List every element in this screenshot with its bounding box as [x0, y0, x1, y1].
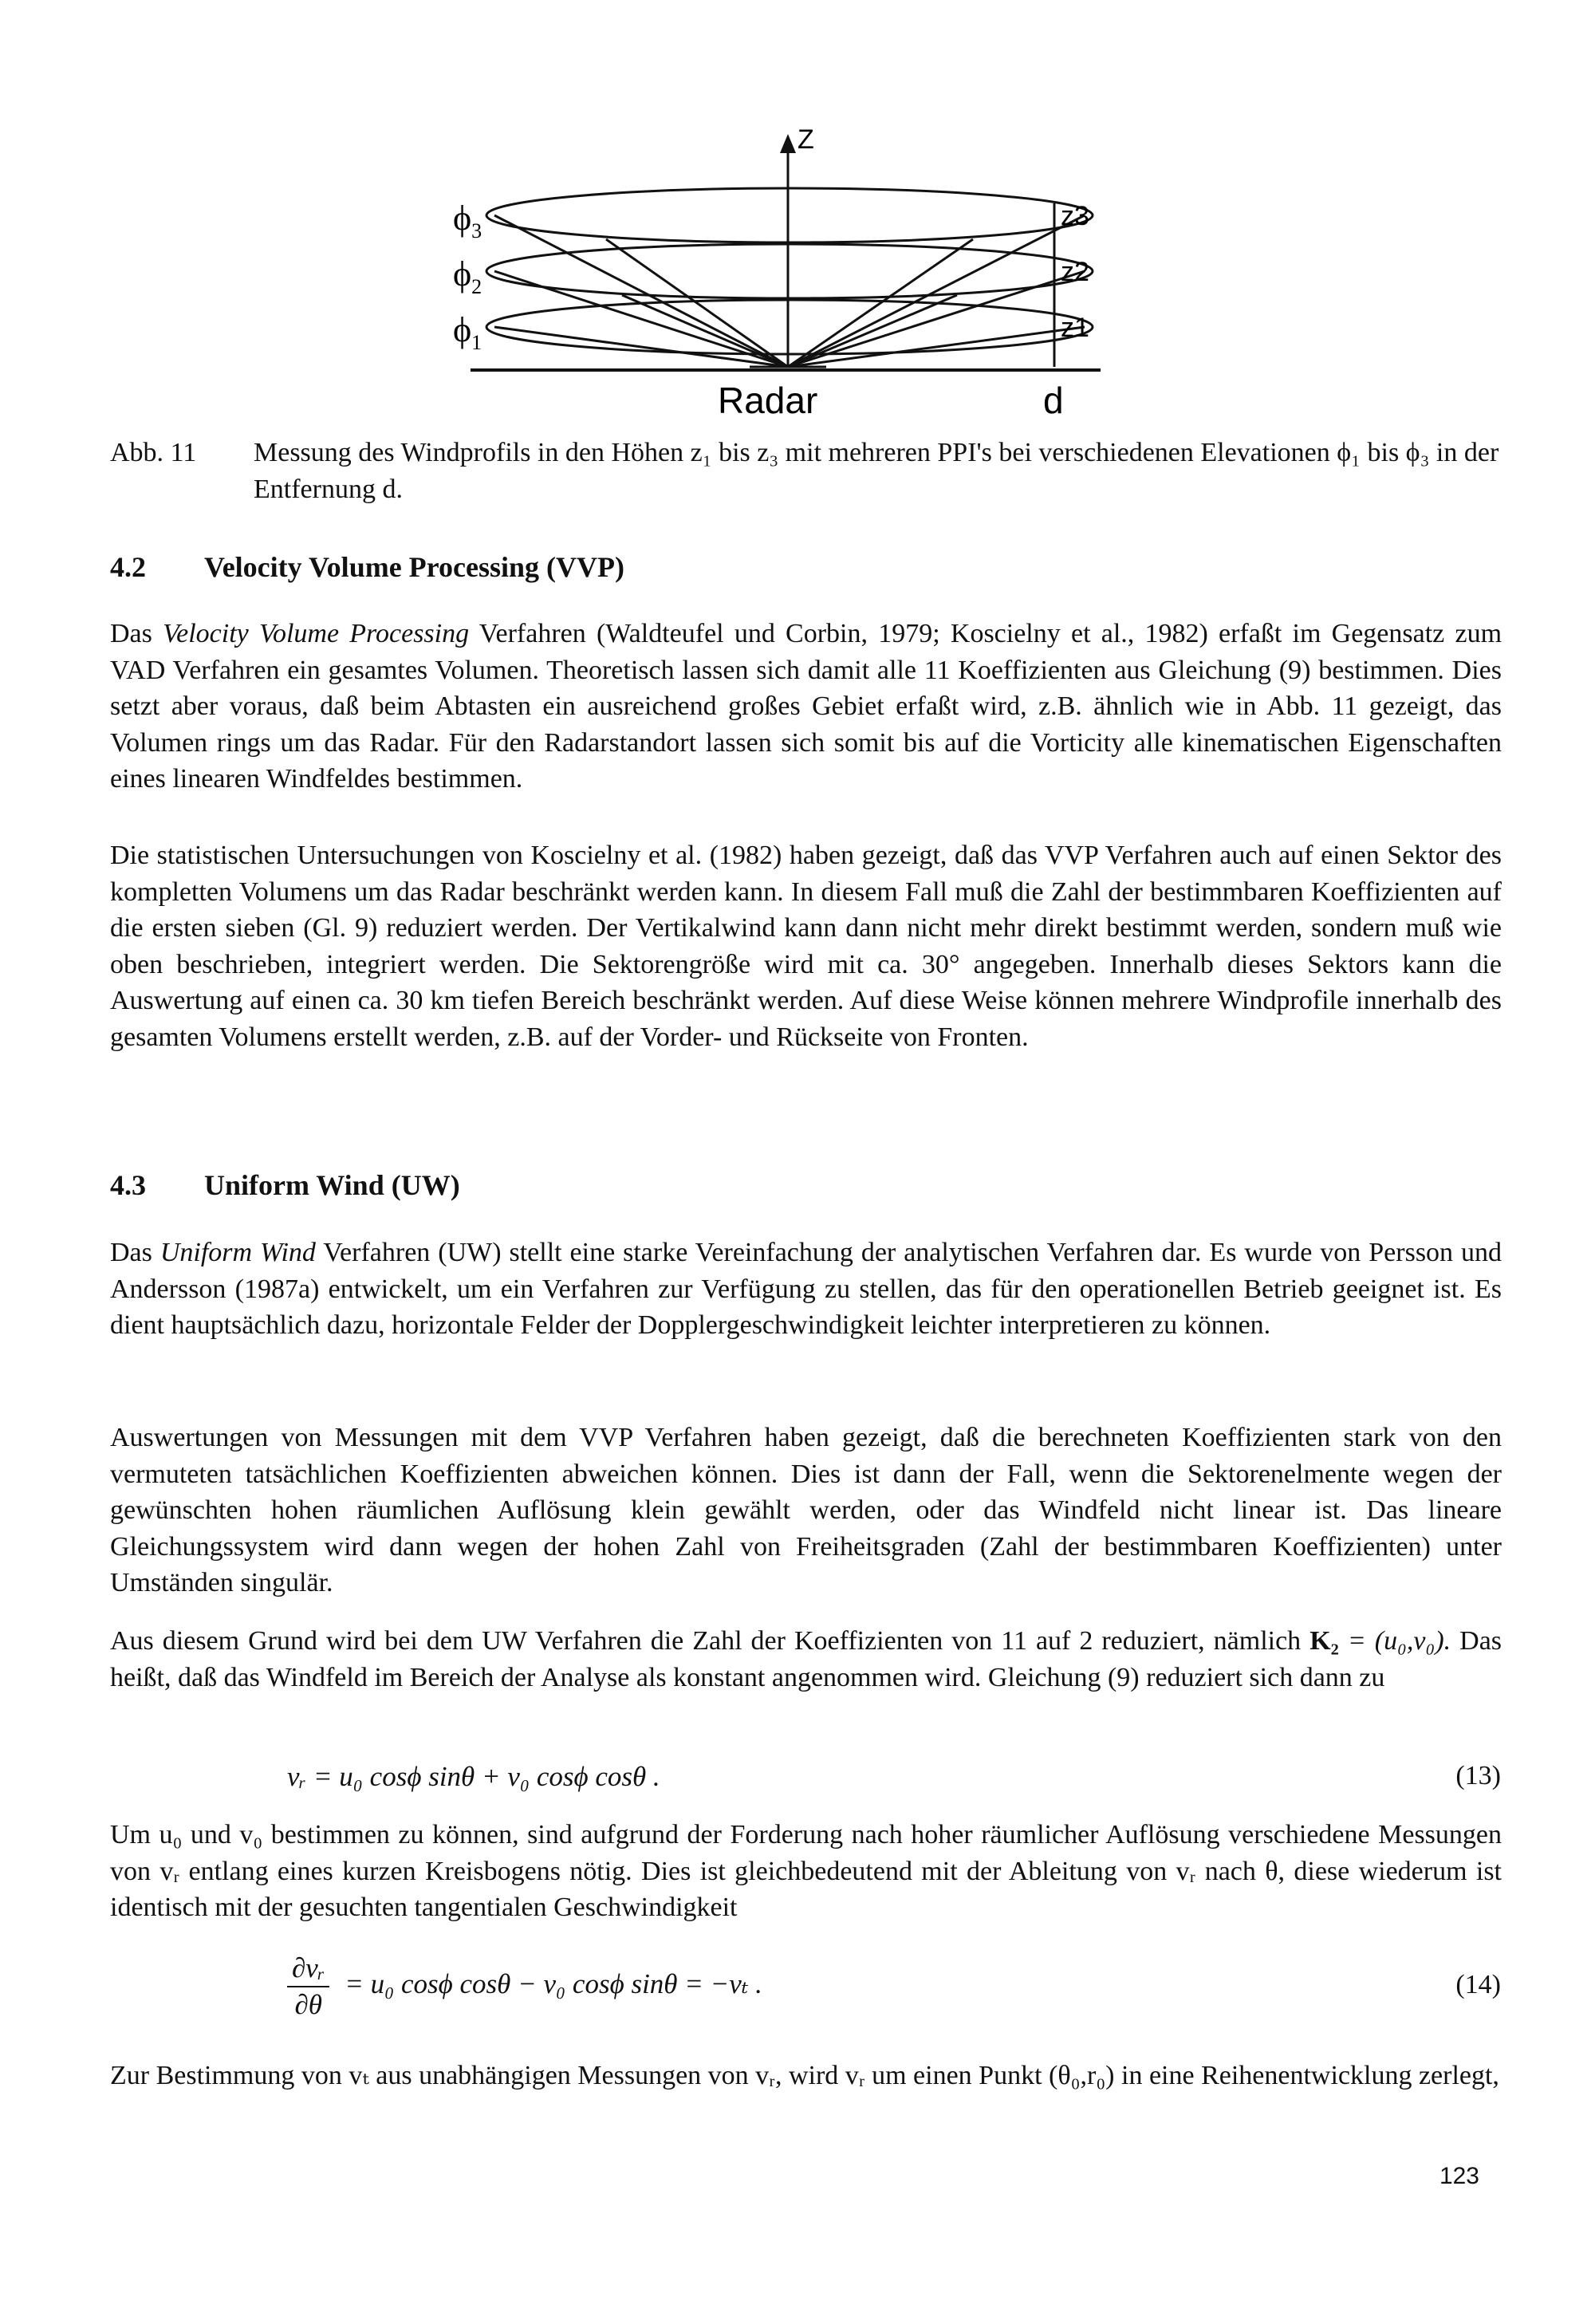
- coefficient-symbol: K₂: [1309, 1626, 1339, 1656]
- section-number: 4.3: [110, 1169, 146, 1201]
- paragraph-uw-3: Aus diesem Grund wird bei dem UW Verfahren die Zahl der Koeffizienten von 11 auf 2 reduziert, nämlich K₂ = (u₀,v₀). Das heißt, daß das Windfeld im Bereich der Analyse als konstant angenommen wird. Gleichung (9) reduziert sich dann zu: [110, 1626, 1502, 1692]
- italic-term: Velocity Volume Processing: [163, 619, 470, 648]
- equation-13: vᵣ = u₀ cosϕ sinθ + v₀ cosϕ cosθ .: [287, 1761, 660, 1792]
- caption-label: Abb. 11: [110, 438, 197, 467]
- z-axis-label: Z: [798, 128, 814, 155]
- equation-14-rhs: = u₀ cosϕ cosθ − v₀ cosϕ sinθ = −vₜ .: [345, 1968, 762, 2000]
- section-title: Uniform Wind (UW): [204, 1169, 460, 1201]
- italic-term: Uniform Wind: [160, 1238, 316, 1267]
- ppi-ellipse-1: [486, 300, 1093, 354]
- figure-abb-11: [447, 128, 1132, 431]
- section-title: Velocity Volume Processing (VVP): [204, 551, 624, 583]
- page-number: 123: [1439, 2163, 1479, 2189]
- section-heading-4-2: [110, 550, 624, 584]
- ppi-ellipse-3: [486, 188, 1093, 242]
- fraction-numerator: ∂vᵣ: [287, 1952, 329, 1987]
- equation-14: [287, 1952, 762, 2021]
- phi-3-label: $\phi_3$: [453, 199, 482, 242]
- phi-2-label: $\phi_2$: [453, 254, 482, 298]
- derivative-fraction: [287, 1952, 329, 2021]
- equation-14-number: (14): [1455, 1970, 1501, 1999]
- section-number: 4.2: [110, 551, 146, 583]
- section-heading-4-3: [110, 1168, 460, 1202]
- paragraph-vvp-2: Die statistischen Untersuchungen von Koscielny et al. (1982) haben gezeigt, daß das VVP Verfahren auch auf einen Sektor des kompletten Volumens um das Radar beschränkt werden kann. In diesem Fall muß die Zahl der bestimmbaren Koeffizienten auf die ersten sieben (Gl. 9) reduziert werden. Der Vertikalwind kann dann nicht mehr direkt bestimmt werden, sondern muß wie oben beschrieben, integriert werden. Die Sektorengröße wird mit ca. 30° angegeben. Innerhalb dieses Sektors kann die Auswertung auf einen ca. 30 km tiefen Bereich beschränkt werden. Auf diese Weise können mehrere Windprofile innerhalb des gesamten Volumens erstellt werden, z.B. auf der Vorder- und Rückseite von Fronten.: [110, 841, 1502, 1052]
- z2-label: z2: [1061, 257, 1089, 287]
- fraction-denominator: ∂θ: [294, 1989, 322, 2020]
- paragraph-uw-1: Das Uniform Wind Verfahren (UW) stellt eine starke Vereinfachung der analytischen Verfahren dar. Es wurde von Persson und Andersson (1987a) entwickelt, um ein Verfahren zur Verfügung zu stellen, das für den operationellen Betrieb geeignet ist. Es dient hauptsächlich dazu, horizontale Felder der Dopplergeschwindigkeit leichter interpretieren zu können.: [110, 1238, 1502, 1340]
- z-axis-arrow: [780, 134, 796, 153]
- paragraph-uw-4: Um u₀ und v₀ bestimmen zu können, sind aufgrund der Forderung nach hoher räumlicher Auflösung verschiedene Messungen von vᵣ entlang eines kurzen Kreisbogens nötig. Dies ist gleichbedeutend mit der Ableitung von vᵣ nach θ, diese wiederum ist identisch mit der gesuchten tangentialen Geschwindigkeit: [110, 1820, 1502, 1922]
- paragraph-uw-5: Zur Bestimmung von vₜ aus unabhängigen Messungen von vᵣ, wird vᵣ um einen Punkt (θ₀,r₀) in eine Reihenentwicklung zerlegt,: [110, 2061, 1499, 2090]
- paragraph-uw-2: Auswertungen von Messungen mit dem VVP Verfahren haben gezeigt, daß die berechneten Koeffizienten stark von den vermuteten tatsächlichen Koeffizienten abweichen können. Dies ist dann der Fall, wenn die Sektorenelmente wegen der gewünschten hohen räumlichen Auflösung klein gewählt werden, oder das Windfeld nicht linear ist. Das lineare Gleichungssystem wird dann wegen der hohen Zahl von Freiheitsgraden (Zahl der bestimmbaren Koeffizienten) unter Umständen singulär.: [110, 1423, 1502, 1597]
- ppi-elevation-diagram: [447, 128, 1132, 431]
- paragraph-vvp-1: Das Velocity Volume Processing Verfahren (Waldteufel und Corbin, 1979; Koscielny et al., 1982) erfaßt im Gegensatz zum VAD Verfahren ein gesamtes Volumen. Theoretisch lassen sich damit alle 11 Koeffizienten aus Gleichung (9) bestimmen. Dies setzt aber voraus, daß beim Abtasten ein ausreichend großes Gebiet erfaßt wird, z.B. ähnlich wie in Abb. 11 gezeigt, das Volumen rings um das Radar. Für den Radarstandort lassen sich somit bis auf die Vorticity alle kinematischen Eigenschaften eines linearen Windfeldes bestimmen.: [110, 619, 1502, 794]
- z3-label: z3: [1061, 201, 1089, 231]
- phi-1-label: $\phi_1$: [453, 310, 482, 354]
- distance-label: d: [1043, 380, 1064, 421]
- figure-caption: [110, 435, 1506, 508]
- radar-label: Radar: [718, 380, 818, 421]
- caption-text: Messung des Windprofils in den Höhen z₁ bis z₃ mit mehreren PPI's bei verschiedenen Elevationen ϕ₁ bis ϕ₃ in der Entfernung d.: [254, 438, 1499, 504]
- ppi-ellipse-2: [486, 244, 1093, 298]
- z1-label: z1: [1061, 313, 1089, 343]
- equation-13-number: (13): [1455, 1761, 1501, 1790]
